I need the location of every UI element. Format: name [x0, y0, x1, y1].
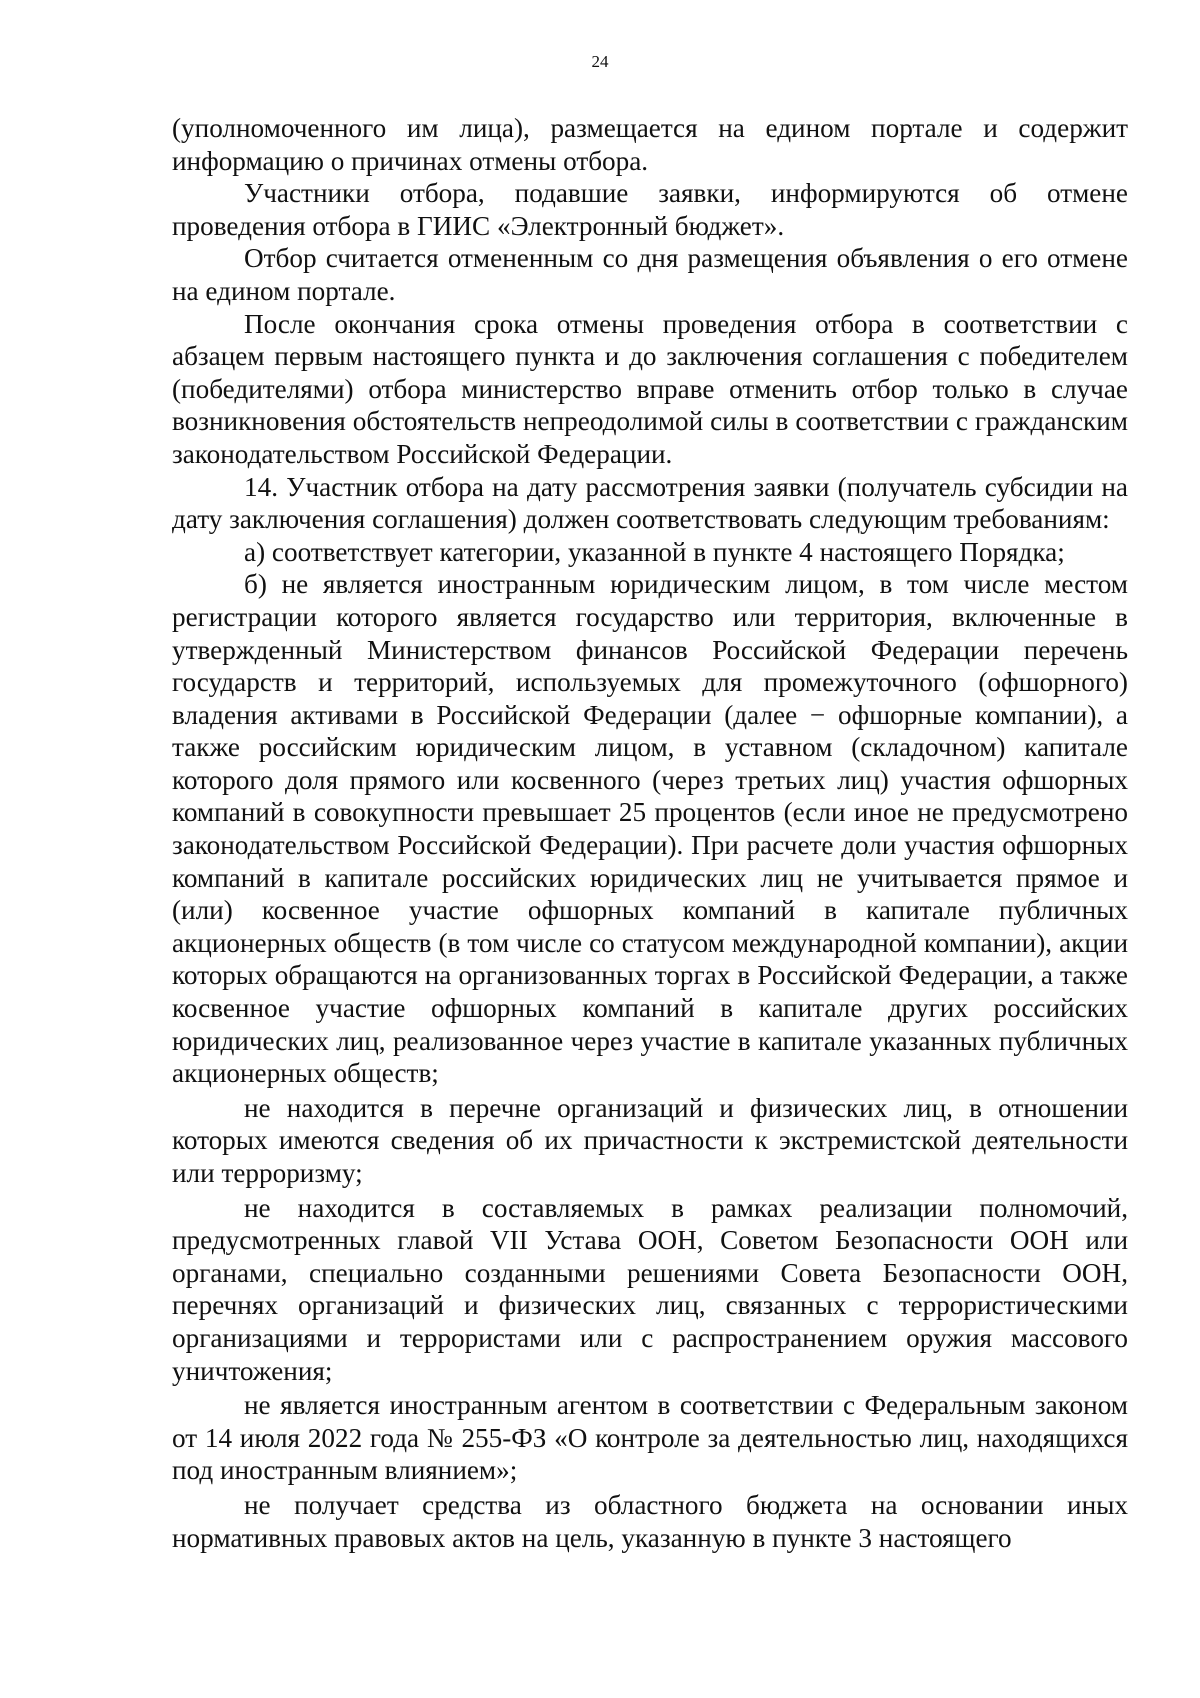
paragraph-regional-budget-funds: не получает средства из областного бюджета на основании иных нормативных правовых актов на цель, указанную в пункте 3 настоящего [172, 1489, 1128, 1553]
paragraph-continuation: (уполномоченного им лица), размещается на едином портале и содержит информацию о причинах отмены отбора. [172, 113, 1128, 176]
paragraph-selection-cancelled: Отбор считается отмененным со дня размещения объявления о его отмене на едином портале. [172, 243, 1128, 306]
paragraph-extremism-list: не находится в перечне организаций и физических лиц, в отношении которых имеются сведения об их причастности к экстремистской деятельности или терроризму; [172, 1092, 1128, 1188]
document-body [172, 112, 1128, 1554]
paragraph-foreign-agent: не является иностранным агентом в соответствии с Федеральным законом от 14 июля 2022 года № 255-ФЗ «О контроле за деятельностью лиц, находящихся под иностранным влиянием»; [172, 1390, 1128, 1486]
paragraph-un-sanctions-list: не находится в составляемых в рамках реализации полномочий, предусмотренных главой VII Устава ООН, Советом Безопасности ООН или органами, специально созданными решениями Совета Безопасности ООН, перечнях организаций и физических лиц, связанных с террористическими организациями и террористами или с распространением оружия массового уничтожения; [172, 1192, 1128, 1386]
page-number: 24 [591, 52, 609, 71]
paragraph-participants-informed: Участники отбора, подавшие заявки, информируются об отмене проведения отбора в ГИИС «Электронный бюджет». [172, 178, 1128, 241]
paragraph-item-b: б) не является иностранным юридическим лицом, в том числе местом регистрации которого является государство или территория, включенные в утвержденный Министерством финансов Российской Федерации перечень государств и территорий, используемых для промежуточного (офшорного) владения активами в Российской Федерации (далее − офшорные компании), а также российским юридическим лицом, в уставном (складочном) капитале которого доля прямого или косвенного (через третьих лиц) участия офшорных компаний в совокупности превышает 25 процентов (если иное не предусмотрено законодательством Российской Федерации). При расчете доли участия офшорных компаний в капитале российских юридических лиц не учитывается прямое и (или) косвенное участие офшорных компаний в капитале публичных акционерных обществ (в том числе со статусом международной компании), акции которых обращаются на организованных торгах в Российской Федерации, а также косвенное участие офшорных компаний в капитале других российских юридических лиц, реализованное через участие в капитале указанных публичных акционерных обществ; [172, 569, 1128, 1089]
paragraph-cancellation-force-majeure: После окончания срока отмены проведения отбора в соответствии с абзацем первым настоящего пункта и до заключения соглашения с победителем (победителями) отбора министерство вправе отменить отбор только в случае возникновения обстоятельств непреодолимой силы в соответствии с гражданским законодательством Российской Федерации. [172, 308, 1128, 469]
paragraph-item-14: 14. Участник отбора на дату рассмотрения заявки (получатель субсидии на дату заключения соглашения) должен соответствовать следующим требованиям: [172, 471, 1128, 535]
paragraph-item-a: а) соответствует категории, указанной в пункте 4 настоящего Порядка; [244, 536, 1065, 567]
